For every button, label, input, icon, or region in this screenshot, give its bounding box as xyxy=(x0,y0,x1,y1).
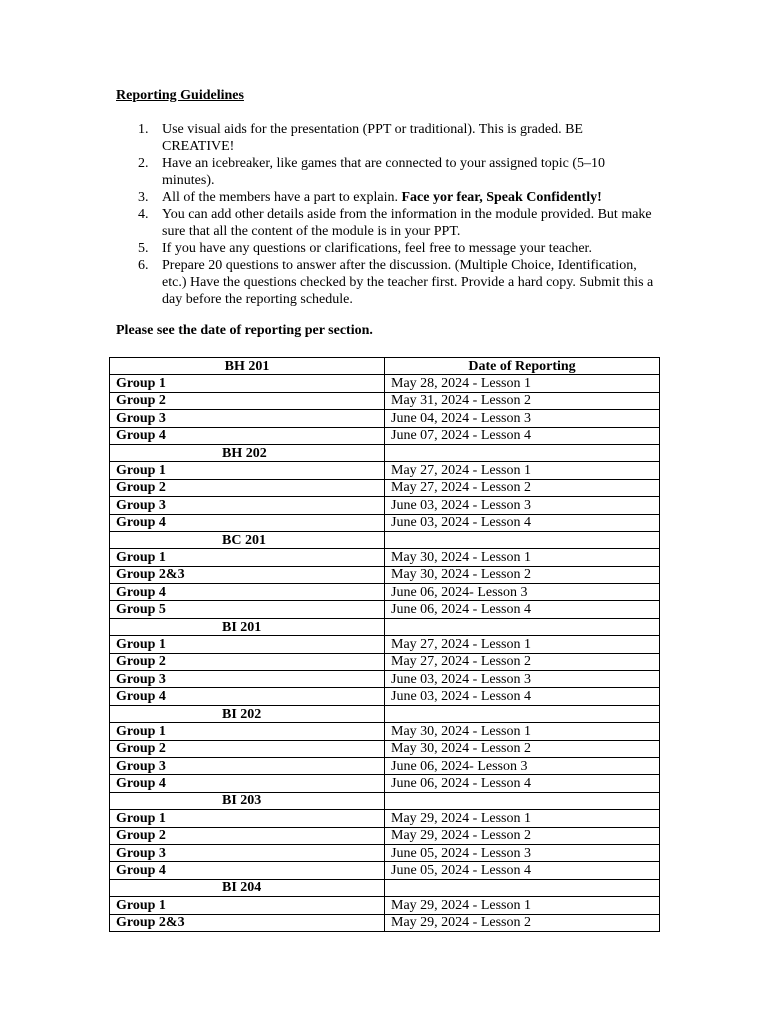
guidelines-list xyxy=(116,121,656,308)
date-cell: May 29, 2024 - Lesson 1 xyxy=(385,810,660,827)
section-name: BI 202 xyxy=(110,705,385,722)
reporting-schedule-table xyxy=(109,357,660,932)
group-cell: Group 2&3 xyxy=(110,914,385,931)
group-cell: Group 4 xyxy=(110,584,385,601)
table-row xyxy=(110,566,660,583)
section-row xyxy=(110,618,660,635)
section-blank-cell xyxy=(385,618,660,635)
group-cell: Group 4 xyxy=(110,427,385,444)
table-row xyxy=(110,497,660,514)
group-cell: Group 3 xyxy=(110,497,385,514)
guideline-number: 4. xyxy=(138,207,149,222)
group-cell: Group 1 xyxy=(110,462,385,479)
guideline-number: 6. xyxy=(138,258,149,273)
table-row xyxy=(110,601,660,618)
date-cell: May 30, 2024 - Lesson 2 xyxy=(385,740,660,757)
date-cell: June 06, 2024 - Lesson 4 xyxy=(385,775,660,792)
guideline-text: If you have any questions or clarifications, feel free to message your teacher. xyxy=(162,241,592,256)
guideline-item xyxy=(116,155,656,189)
date-cell: June 05, 2024 - Lesson 4 xyxy=(385,862,660,879)
group-cell: Group 2 xyxy=(110,653,385,670)
table-row xyxy=(110,827,660,844)
guideline-item xyxy=(116,121,656,155)
section-name: BI 203 xyxy=(110,792,385,809)
group-cell: Group 2 xyxy=(110,827,385,844)
table-row xyxy=(110,462,660,479)
group-cell: Group 5 xyxy=(110,601,385,618)
table-row xyxy=(110,757,660,774)
group-cell: Group 4 xyxy=(110,688,385,705)
guideline-emphasis: Face yor fear, Speak Confidently! xyxy=(401,190,602,205)
section-name: BH 202 xyxy=(110,444,385,461)
guideline-item xyxy=(116,257,656,308)
table-row xyxy=(110,549,660,566)
guideline-item xyxy=(116,189,656,206)
date-cell: May 28, 2024 - Lesson 1 xyxy=(385,375,660,392)
table-row xyxy=(110,688,660,705)
date-cell: June 06, 2024- Lesson 3 xyxy=(385,757,660,774)
date-cell: May 27, 2024 - Lesson 1 xyxy=(385,462,660,479)
table-row xyxy=(110,914,660,931)
group-cell: Group 3 xyxy=(110,410,385,427)
guideline-item xyxy=(116,240,656,257)
table-row xyxy=(110,653,660,670)
date-cell: May 29, 2024 - Lesson 2 xyxy=(385,827,660,844)
group-cell: Group 2 xyxy=(110,740,385,757)
group-cell: Group 1 xyxy=(110,375,385,392)
table-row xyxy=(110,671,660,688)
date-cell: May 29, 2024 - Lesson 2 xyxy=(385,914,660,931)
group-cell: Group 4 xyxy=(110,514,385,531)
guideline-number: 2. xyxy=(138,156,149,171)
guideline-text: You can add other details aside from the information in the module provided. But make sure that all the content of the module is in your PPT. xyxy=(162,207,652,239)
group-cell: Group 2 xyxy=(110,392,385,409)
date-cell: June 06, 2024 - Lesson 4 xyxy=(385,601,660,618)
guideline-number: 5. xyxy=(138,241,149,256)
date-cell: May 27, 2024 - Lesson 2 xyxy=(385,479,660,496)
group-cell: Group 3 xyxy=(110,671,385,688)
section-row xyxy=(110,444,660,461)
table-row xyxy=(110,723,660,740)
section-blank-cell xyxy=(385,444,660,461)
section-blank-cell xyxy=(385,792,660,809)
group-cell: Group 3 xyxy=(110,757,385,774)
group-cell: Group 2 xyxy=(110,479,385,496)
guideline-text: Prepare 20 questions to answer after the discussion. (Multiple Choice, Identification, etc.) Have the questions checked by the teacher first. Provide a hard copy. Submit this a day before the reporting schedule. xyxy=(162,258,654,307)
guideline-number: 3. xyxy=(138,190,149,205)
date-cell: June 05, 2024 - Lesson 3 xyxy=(385,844,660,861)
group-cell: Group 1 xyxy=(110,810,385,827)
section-header: BH 201 xyxy=(110,358,385,375)
table-row xyxy=(110,584,660,601)
section-name: BI 204 xyxy=(110,879,385,896)
page-title: Reporting Guidelines xyxy=(116,88,244,103)
group-cell: Group 4 xyxy=(110,775,385,792)
group-cell: Group 1 xyxy=(110,897,385,914)
table-row xyxy=(110,740,660,757)
table-row xyxy=(110,844,660,861)
table-row xyxy=(110,897,660,914)
table-row xyxy=(110,479,660,496)
section-blank-cell xyxy=(385,879,660,896)
date-cell: May 29, 2024 - Lesson 1 xyxy=(385,897,660,914)
guideline-text: All of the members have a part to explain. xyxy=(162,190,402,205)
group-cell: Group 1 xyxy=(110,636,385,653)
table-row xyxy=(110,375,660,392)
guideline-number: 1. xyxy=(138,122,149,137)
date-cell: May 30, 2024 - Lesson 2 xyxy=(385,566,660,583)
date-cell: June 06, 2024- Lesson 3 xyxy=(385,584,660,601)
date-column-header: Date of Reporting xyxy=(385,358,660,375)
date-cell: June 07, 2024 - Lesson 4 xyxy=(385,427,660,444)
table-header-row xyxy=(110,358,660,375)
table-row xyxy=(110,410,660,427)
guideline-item xyxy=(116,206,656,240)
guideline-text: Have an icebreaker, like games that are connected to your assigned topic (5–10 minutes). xyxy=(162,156,605,188)
table-row xyxy=(110,427,660,444)
group-cell: Group 4 xyxy=(110,862,385,879)
table-row xyxy=(110,636,660,653)
section-blank-cell xyxy=(385,531,660,548)
date-cell: May 31, 2024 - Lesson 2 xyxy=(385,392,660,409)
date-cell: June 03, 2024 - Lesson 3 xyxy=(385,671,660,688)
group-cell: Group 1 xyxy=(110,723,385,740)
section-row xyxy=(110,531,660,548)
date-cell: May 30, 2024 - Lesson 1 xyxy=(385,549,660,566)
schedule-body xyxy=(110,358,660,932)
date-cell: June 04, 2024 - Lesson 3 xyxy=(385,410,660,427)
section-blank-cell xyxy=(385,705,660,722)
section-row xyxy=(110,792,660,809)
section-note: Please see the date of reporting per section. xyxy=(116,323,373,338)
group-cell: Group 3 xyxy=(110,844,385,861)
table-row xyxy=(110,392,660,409)
table-row xyxy=(110,862,660,879)
date-cell: June 03, 2024 - Lesson 3 xyxy=(385,497,660,514)
date-cell: June 03, 2024 - Lesson 4 xyxy=(385,688,660,705)
section-name: BI 201 xyxy=(110,618,385,635)
group-cell: Group 1 xyxy=(110,549,385,566)
date-cell: May 27, 2024 - Lesson 2 xyxy=(385,653,660,670)
section-name: BC 201 xyxy=(110,531,385,548)
table-row xyxy=(110,810,660,827)
table-row xyxy=(110,514,660,531)
table-row xyxy=(110,775,660,792)
section-row xyxy=(110,705,660,722)
group-cell: Group 2&3 xyxy=(110,566,385,583)
section-row xyxy=(110,879,660,896)
guideline-text: Use visual aids for the presentation (PPT or traditional). This is graded. BE CREATIVE! xyxy=(162,122,583,154)
date-cell: May 30, 2024 - Lesson 1 xyxy=(385,723,660,740)
date-cell: May 27, 2024 - Lesson 1 xyxy=(385,636,660,653)
date-cell: June 03, 2024 - Lesson 4 xyxy=(385,514,660,531)
